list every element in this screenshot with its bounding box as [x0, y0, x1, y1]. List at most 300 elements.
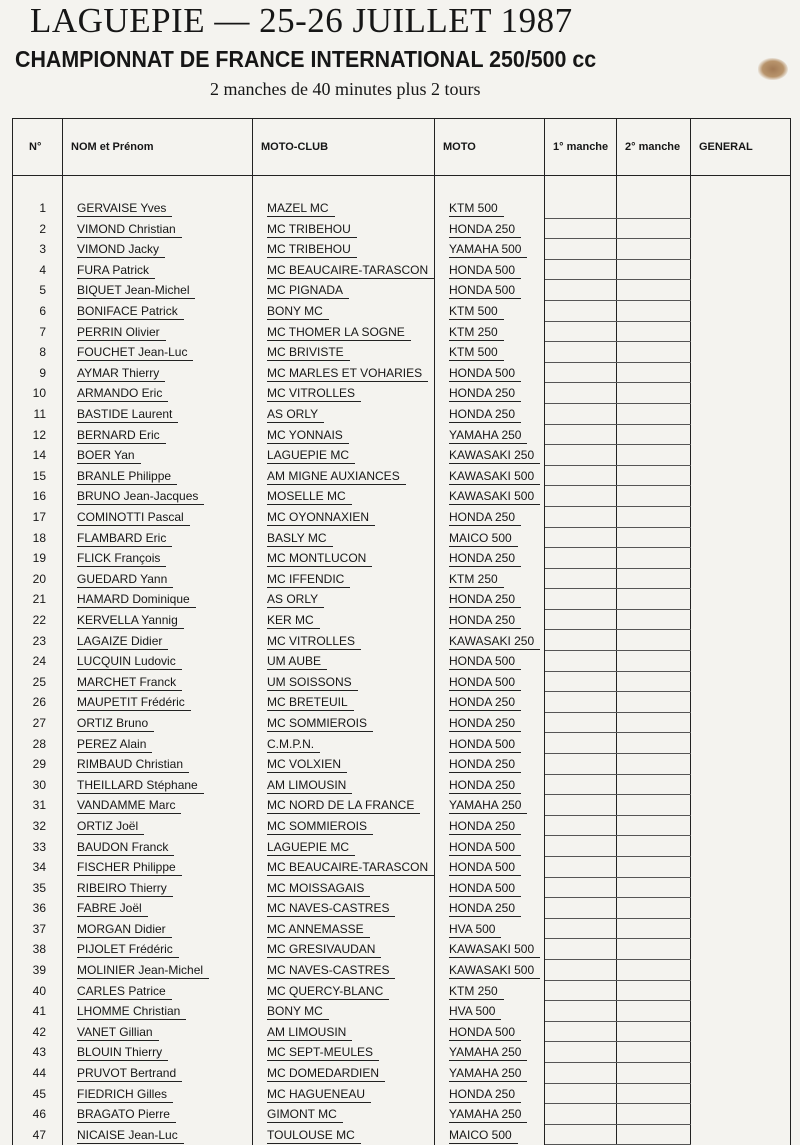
rider-name: BRUNO Jean-Jacques [77, 489, 204, 505]
header-num: N° [13, 119, 63, 176]
result-cell-general [691, 568, 791, 589]
rider-name: ORTIZ Joël [77, 819, 144, 835]
motorcycle: HONDA 500 [449, 654, 521, 670]
entry-number: 42 [32, 1024, 46, 1039]
result-cell-m2 [617, 362, 691, 383]
entry-number-cell [13, 774, 63, 795]
rider-name-cell [63, 259, 253, 280]
moto-club: MC GRESIVAUDAN [267, 942, 381, 958]
result-cell-m2 [617, 300, 691, 321]
moto-club-cell [253, 568, 435, 589]
rider-name: BASTIDE Laurent [77, 407, 178, 423]
entry-number-cell [13, 486, 63, 507]
motorcycle: MAICO 500 [449, 531, 518, 547]
motorcycle-cell [435, 1042, 545, 1063]
entry-number-cell [13, 589, 63, 610]
moto-club: MC MOISSAGAIS [267, 881, 370, 897]
result-cell-m1 [545, 651, 617, 672]
moto-club: MC MONTLUCON [267, 551, 372, 567]
entry-number-cell [13, 424, 63, 445]
result-cell-m1 [545, 506, 617, 527]
table-row [13, 1001, 791, 1022]
motorcycle: YAMAHA 250 [449, 428, 527, 444]
result-cell-m2 [617, 342, 691, 363]
moto-club: AM LIMOUSIN [267, 778, 352, 794]
entry-number-cell [13, 1124, 63, 1145]
rider-name: BRANLE Philippe [77, 469, 177, 485]
result-cell-m1 [545, 1104, 617, 1125]
motorcycle: YAMAHA 250 [449, 1045, 527, 1061]
result-cell-m2 [617, 321, 691, 342]
result-cell-m1 [545, 630, 617, 651]
motorcycle-cell [435, 589, 545, 610]
result-cell-m1 [545, 712, 617, 733]
rider-name-cell [63, 527, 253, 548]
motorcycle: KTM 500 [449, 304, 504, 320]
entry-number-cell [13, 795, 63, 816]
table-row [13, 445, 791, 466]
moto-club: LAGUEPIE MC [267, 448, 355, 464]
moto-club: MC BEAUCAIRE-TARASCON [267, 263, 434, 279]
result-cell-m2 [617, 1042, 691, 1063]
motorcycle-cell [435, 465, 545, 486]
result-cell-general [691, 506, 791, 527]
result-cell-general [691, 1042, 791, 1063]
rider-name: MAUPETIT Frédéric [77, 695, 191, 711]
motorcycle-cell [435, 445, 545, 466]
entry-number-cell [13, 857, 63, 878]
entry-number: 27 [32, 715, 46, 730]
moto-club: AM LIMOUSIN [267, 1025, 352, 1041]
header-name: NOM et Prénom [63, 119, 253, 176]
result-cell-general [691, 424, 791, 445]
entry-number-cell [13, 445, 63, 466]
moto-club-cell [253, 445, 435, 466]
rider-name: CARLES Patrice [77, 984, 172, 1000]
result-cell-m1 [545, 1062, 617, 1083]
entry-number-cell [13, 403, 63, 424]
motorcycle: KTM 250 [449, 325, 504, 341]
rider-name: VIMOND Jacky [77, 242, 165, 258]
entry-number: 28 [32, 736, 46, 751]
entry-number-cell [13, 692, 63, 713]
result-cell-general [691, 1021, 791, 1042]
moto-club: UM SOISSONS [267, 675, 358, 691]
moto-club-cell [253, 815, 435, 836]
motorcycle-cell [435, 198, 545, 218]
motorcycle-cell [435, 321, 545, 342]
motorcycle-cell [435, 712, 545, 733]
entry-number-cell [13, 836, 63, 857]
motorcycle: HONDA 250 [449, 222, 521, 238]
motorcycle: HONDA 250 [449, 1087, 521, 1103]
rider-name-cell [63, 733, 253, 754]
rider-name-cell [63, 589, 253, 610]
moto-club-cell [253, 630, 435, 651]
moto-club-cell [253, 383, 435, 404]
entry-number: 44 [32, 1066, 46, 1081]
table-row [13, 362, 791, 383]
moto-club: MOSELLE MC [267, 489, 352, 505]
entry-number: 38 [32, 942, 46, 957]
result-cell-m1 [545, 403, 617, 424]
rider-name: VANET Gillian [77, 1025, 159, 1041]
result-cell-m2 [617, 1104, 691, 1125]
result-cell-m2 [617, 465, 691, 486]
result-cell-m2 [617, 877, 691, 898]
motorcycle: HONDA 250 [449, 407, 521, 423]
entry-number-cell [13, 342, 63, 363]
entry-number-cell [13, 651, 63, 672]
rider-name: MOLINIER Jean-Michel [77, 963, 209, 979]
moto-club-cell [253, 1001, 435, 1022]
entry-number: 25 [32, 674, 46, 689]
entry-number: 43 [32, 1045, 46, 1060]
result-cell-m2 [617, 1083, 691, 1104]
result-cell-m2 [617, 959, 691, 980]
rider-name-cell [63, 342, 253, 363]
entry-number: 15 [32, 468, 46, 483]
result-cell-m2 [617, 218, 691, 239]
table-row [13, 1062, 791, 1083]
motorcycle-cell [435, 980, 545, 1001]
rider-name-cell [63, 1104, 253, 1125]
moto-club-cell [253, 1062, 435, 1083]
rider-name: GERVAISE Yves [77, 201, 172, 217]
header-general: GENERAL [691, 119, 791, 176]
motorcycle: HONDA 250 [449, 386, 521, 402]
moto-club: AM MIGNE AUXIANCES [267, 469, 406, 485]
entry-number-cell [13, 815, 63, 836]
moto-club: MC SOMMIEROIS [267, 819, 373, 835]
table-row [13, 1124, 791, 1145]
motorcycle-cell [435, 259, 545, 280]
motorcycle-cell [435, 424, 545, 445]
entry-number: 45 [32, 1086, 46, 1101]
entry-number: 10 [32, 386, 46, 401]
entry-number: 24 [32, 654, 46, 669]
result-cell-general [691, 980, 791, 1001]
table-row [13, 589, 791, 610]
moto-club-cell [253, 342, 435, 363]
motorcycle-cell [435, 754, 545, 775]
motorcycle-cell [435, 1021, 545, 1042]
rider-name: BONIFACE Patrick [77, 304, 184, 320]
moto-club: BASLY MC [267, 531, 333, 547]
table-row [13, 486, 791, 507]
result-cell-m2 [617, 259, 691, 280]
moto-club: MC VOLXIEN [267, 757, 347, 773]
moto-club-cell [253, 795, 435, 816]
entry-number: 47 [32, 1127, 46, 1142]
result-cell-m1 [545, 939, 617, 960]
entry-number-cell [13, 1083, 63, 1104]
rider-name: LAGAIZE Didier [77, 634, 168, 650]
motorcycle-cell [435, 815, 545, 836]
moto-club-cell [253, 1021, 435, 1042]
entry-number-cell [13, 548, 63, 569]
rider-name-cell [63, 465, 253, 486]
entry-number: 20 [32, 571, 46, 586]
result-cell-m2 [617, 692, 691, 713]
result-cell-m1 [545, 527, 617, 548]
result-cell-m2 [617, 280, 691, 301]
entry-number-cell [13, 218, 63, 239]
rider-name-cell [63, 1042, 253, 1063]
rider-name: MARCHET Franck [77, 675, 182, 691]
result-cell-general [691, 671, 791, 692]
rider-name: BAUDON Franck [77, 840, 174, 856]
moto-club-cell [253, 527, 435, 548]
entry-number-cell [13, 1001, 63, 1022]
moto-club-cell [253, 1083, 435, 1104]
result-cell-m1 [545, 445, 617, 466]
rider-name-cell [63, 403, 253, 424]
motorcycle-cell [435, 1083, 545, 1104]
rider-name: FLICK François [77, 551, 166, 567]
result-cell-m1 [545, 342, 617, 363]
entry-number: 9 [39, 365, 46, 380]
moto-club-cell [253, 548, 435, 569]
result-cell-m1 [545, 548, 617, 569]
result-cell-m1 [545, 754, 617, 775]
rider-name: ARMANDO Eric [77, 386, 168, 402]
table-row [13, 506, 791, 527]
motorcycle: HVA 500 [449, 1004, 501, 1020]
result-cell-m2 [617, 712, 691, 733]
entry-number-cell [13, 671, 63, 692]
page-header [0, 0, 800, 110]
results-table-container [12, 118, 790, 1142]
result-cell-m2 [617, 548, 691, 569]
result-cell-m1 [545, 239, 617, 260]
results-table [12, 118, 791, 1145]
motorcycle: HONDA 250 [449, 695, 521, 711]
entry-number: 22 [32, 612, 46, 627]
entry-number: 4 [39, 262, 46, 277]
result-cell-general [691, 280, 791, 301]
table-row [13, 877, 791, 898]
result-cell-general [691, 651, 791, 672]
result-cell-m2 [617, 1001, 691, 1022]
moto-club-cell [253, 877, 435, 898]
moto-club-cell [253, 300, 435, 321]
motorcycle: KTM 250 [449, 572, 504, 588]
table-row [13, 1042, 791, 1063]
entry-number-cell [13, 568, 63, 589]
result-cell-m2 [617, 239, 691, 260]
rider-name: FOUCHET Jean-Luc [77, 345, 193, 361]
result-cell-general [691, 218, 791, 239]
moto-club: MC BRETEUIL [267, 695, 354, 711]
rider-name-cell [63, 651, 253, 672]
moto-club-cell [253, 280, 435, 301]
result-cell-general [691, 692, 791, 713]
motorcycle: YAMAHA 250 [449, 798, 527, 814]
table-row [13, 733, 791, 754]
moto-club-cell [253, 651, 435, 672]
entry-number: 33 [32, 839, 46, 854]
motorcycle-cell [435, 342, 545, 363]
motorcycle: HONDA 500 [449, 881, 521, 897]
entry-number: 40 [32, 983, 46, 998]
moto-club-cell [253, 198, 435, 218]
entry-number-cell [13, 527, 63, 548]
entry-number: 37 [32, 921, 46, 936]
result-cell-m2 [617, 651, 691, 672]
result-cell-m1 [545, 589, 617, 610]
result-cell-m1 [545, 795, 617, 816]
motorcycle: KAWASAKI 500 [449, 963, 540, 979]
moto-club-cell [253, 692, 435, 713]
result-cell-m1 [545, 774, 617, 795]
rider-name-cell [63, 712, 253, 733]
entry-number: 1 [39, 201, 46, 216]
result-cell-m1 [545, 1042, 617, 1063]
entry-number: 35 [32, 880, 46, 895]
moto-club-cell [253, 403, 435, 424]
entry-number: 39 [32, 963, 46, 978]
motorcycle-cell [435, 239, 545, 260]
result-cell-m1 [545, 465, 617, 486]
result-cell-m2 [617, 506, 691, 527]
result-cell-general [691, 939, 791, 960]
rider-name: PRUVOT Bertrand [77, 1066, 182, 1082]
motorcycle: KTM 250 [449, 984, 504, 1000]
moto-club-cell [253, 589, 435, 610]
rider-name-cell [63, 424, 253, 445]
moto-club-cell [253, 239, 435, 260]
table-row [13, 342, 791, 363]
entry-number: 16 [32, 489, 46, 504]
motorcycle: HONDA 250 [449, 592, 521, 608]
moto-club: MC MARLES ET VOHARIES [267, 366, 428, 382]
moto-club: MC DOMEDARDIEN [267, 1066, 385, 1082]
motorcycle: HONDA 250 [449, 819, 521, 835]
rider-name-cell [63, 486, 253, 507]
rider-name-cell [63, 1021, 253, 1042]
moto-club: MC QUERCY-BLANC [267, 984, 389, 1000]
table-row [13, 424, 791, 445]
motorcycle-cell [435, 692, 545, 713]
result-cell-general [691, 857, 791, 878]
rider-name: AYMAR Thierry [77, 366, 165, 382]
rider-name-cell [63, 795, 253, 816]
rider-name: PIJOLET Frédéric [77, 942, 179, 958]
entry-number-cell [13, 300, 63, 321]
result-cell-general [691, 918, 791, 939]
table-row [13, 300, 791, 321]
moto-club-cell [253, 218, 435, 239]
page-title: LAGUEPIE — 25-26 JUILLET 1987 [30, 1, 573, 40]
motorcycle-cell [435, 836, 545, 857]
rider-name-cell [63, 959, 253, 980]
entry-number-cell [13, 939, 63, 960]
motorcycle: HONDA 500 [449, 675, 521, 691]
moto-club-cell [253, 362, 435, 383]
result-cell-general [691, 362, 791, 383]
result-cell-general [691, 445, 791, 466]
table-row [13, 321, 791, 342]
rider-name-cell [63, 445, 253, 466]
rider-name-cell [63, 1124, 253, 1145]
entry-number: 29 [32, 757, 46, 772]
result-cell-general [691, 877, 791, 898]
moto-club-cell [253, 506, 435, 527]
table-row [13, 198, 791, 218]
rider-name: NICAISE Jean-Luc [77, 1128, 184, 1144]
rider-name: PERRIN Olivier [77, 325, 166, 341]
entry-number: 3 [39, 242, 46, 257]
table-row [13, 671, 791, 692]
entry-number-cell [13, 754, 63, 775]
motorcycle-cell [435, 877, 545, 898]
result-cell-m2 [617, 980, 691, 1001]
entry-number-cell [13, 877, 63, 898]
moto-club: AS ORLY [267, 592, 324, 608]
rider-name: PEREZ Alain [77, 737, 152, 753]
header-manche-2: 2° manche [617, 119, 691, 176]
motorcycle-cell [435, 733, 545, 754]
table-header-row [13, 119, 791, 176]
result-cell-m1 [545, 259, 617, 280]
rider-name-cell [63, 362, 253, 383]
result-cell-m1 [545, 877, 617, 898]
motorcycle: MAICO 500 [449, 1128, 518, 1144]
moto-club: MC NAVES-CASTRES [267, 901, 395, 917]
result-cell-m1 [545, 918, 617, 939]
entry-number-cell [13, 362, 63, 383]
rider-name: LHOMME Christian [77, 1004, 186, 1020]
moto-club: LAGUEPIE MC [267, 840, 355, 856]
moto-club-cell [253, 465, 435, 486]
motorcycle-cell [435, 795, 545, 816]
result-cell-m1 [545, 218, 617, 239]
result-cell-m1 [545, 815, 617, 836]
result-cell-general [691, 774, 791, 795]
motorcycle: KAWASAKI 500 [449, 489, 540, 505]
result-cell-m2 [617, 1062, 691, 1083]
motorcycle-cell [435, 300, 545, 321]
moto-club: MC YONNAIS [267, 428, 349, 444]
moto-club: MC IFFENDIC [267, 572, 350, 588]
motorcycle: HONDA 250 [449, 757, 521, 773]
rider-name-cell [63, 1062, 253, 1083]
table-row [13, 403, 791, 424]
rider-name: BOER Yan [77, 448, 141, 464]
table-body [13, 176, 791, 1145]
result-cell-general [691, 321, 791, 342]
entry-number: 5 [39, 283, 46, 298]
result-cell-m2 [617, 527, 691, 548]
rider-name-cell [63, 630, 253, 651]
motorcycle: HONDA 500 [449, 263, 521, 279]
rider-name-cell [63, 692, 253, 713]
moto-club: UM AUBE [267, 654, 327, 670]
motorcycle-cell [435, 857, 545, 878]
entry-number-cell [13, 239, 63, 260]
moto-club-cell [253, 1042, 435, 1063]
result-cell-m2 [617, 589, 691, 610]
motorcycle-cell [435, 609, 545, 630]
motorcycle-cell [435, 383, 545, 404]
motorcycle: KAWASAKI 500 [449, 942, 540, 958]
motorcycle-cell [435, 918, 545, 939]
moto-club: MC BRIVISTE [267, 345, 350, 361]
rider-name-cell [63, 939, 253, 960]
motorcycle: HONDA 500 [449, 1025, 521, 1041]
moto-club: GIMONT MC [267, 1107, 343, 1123]
